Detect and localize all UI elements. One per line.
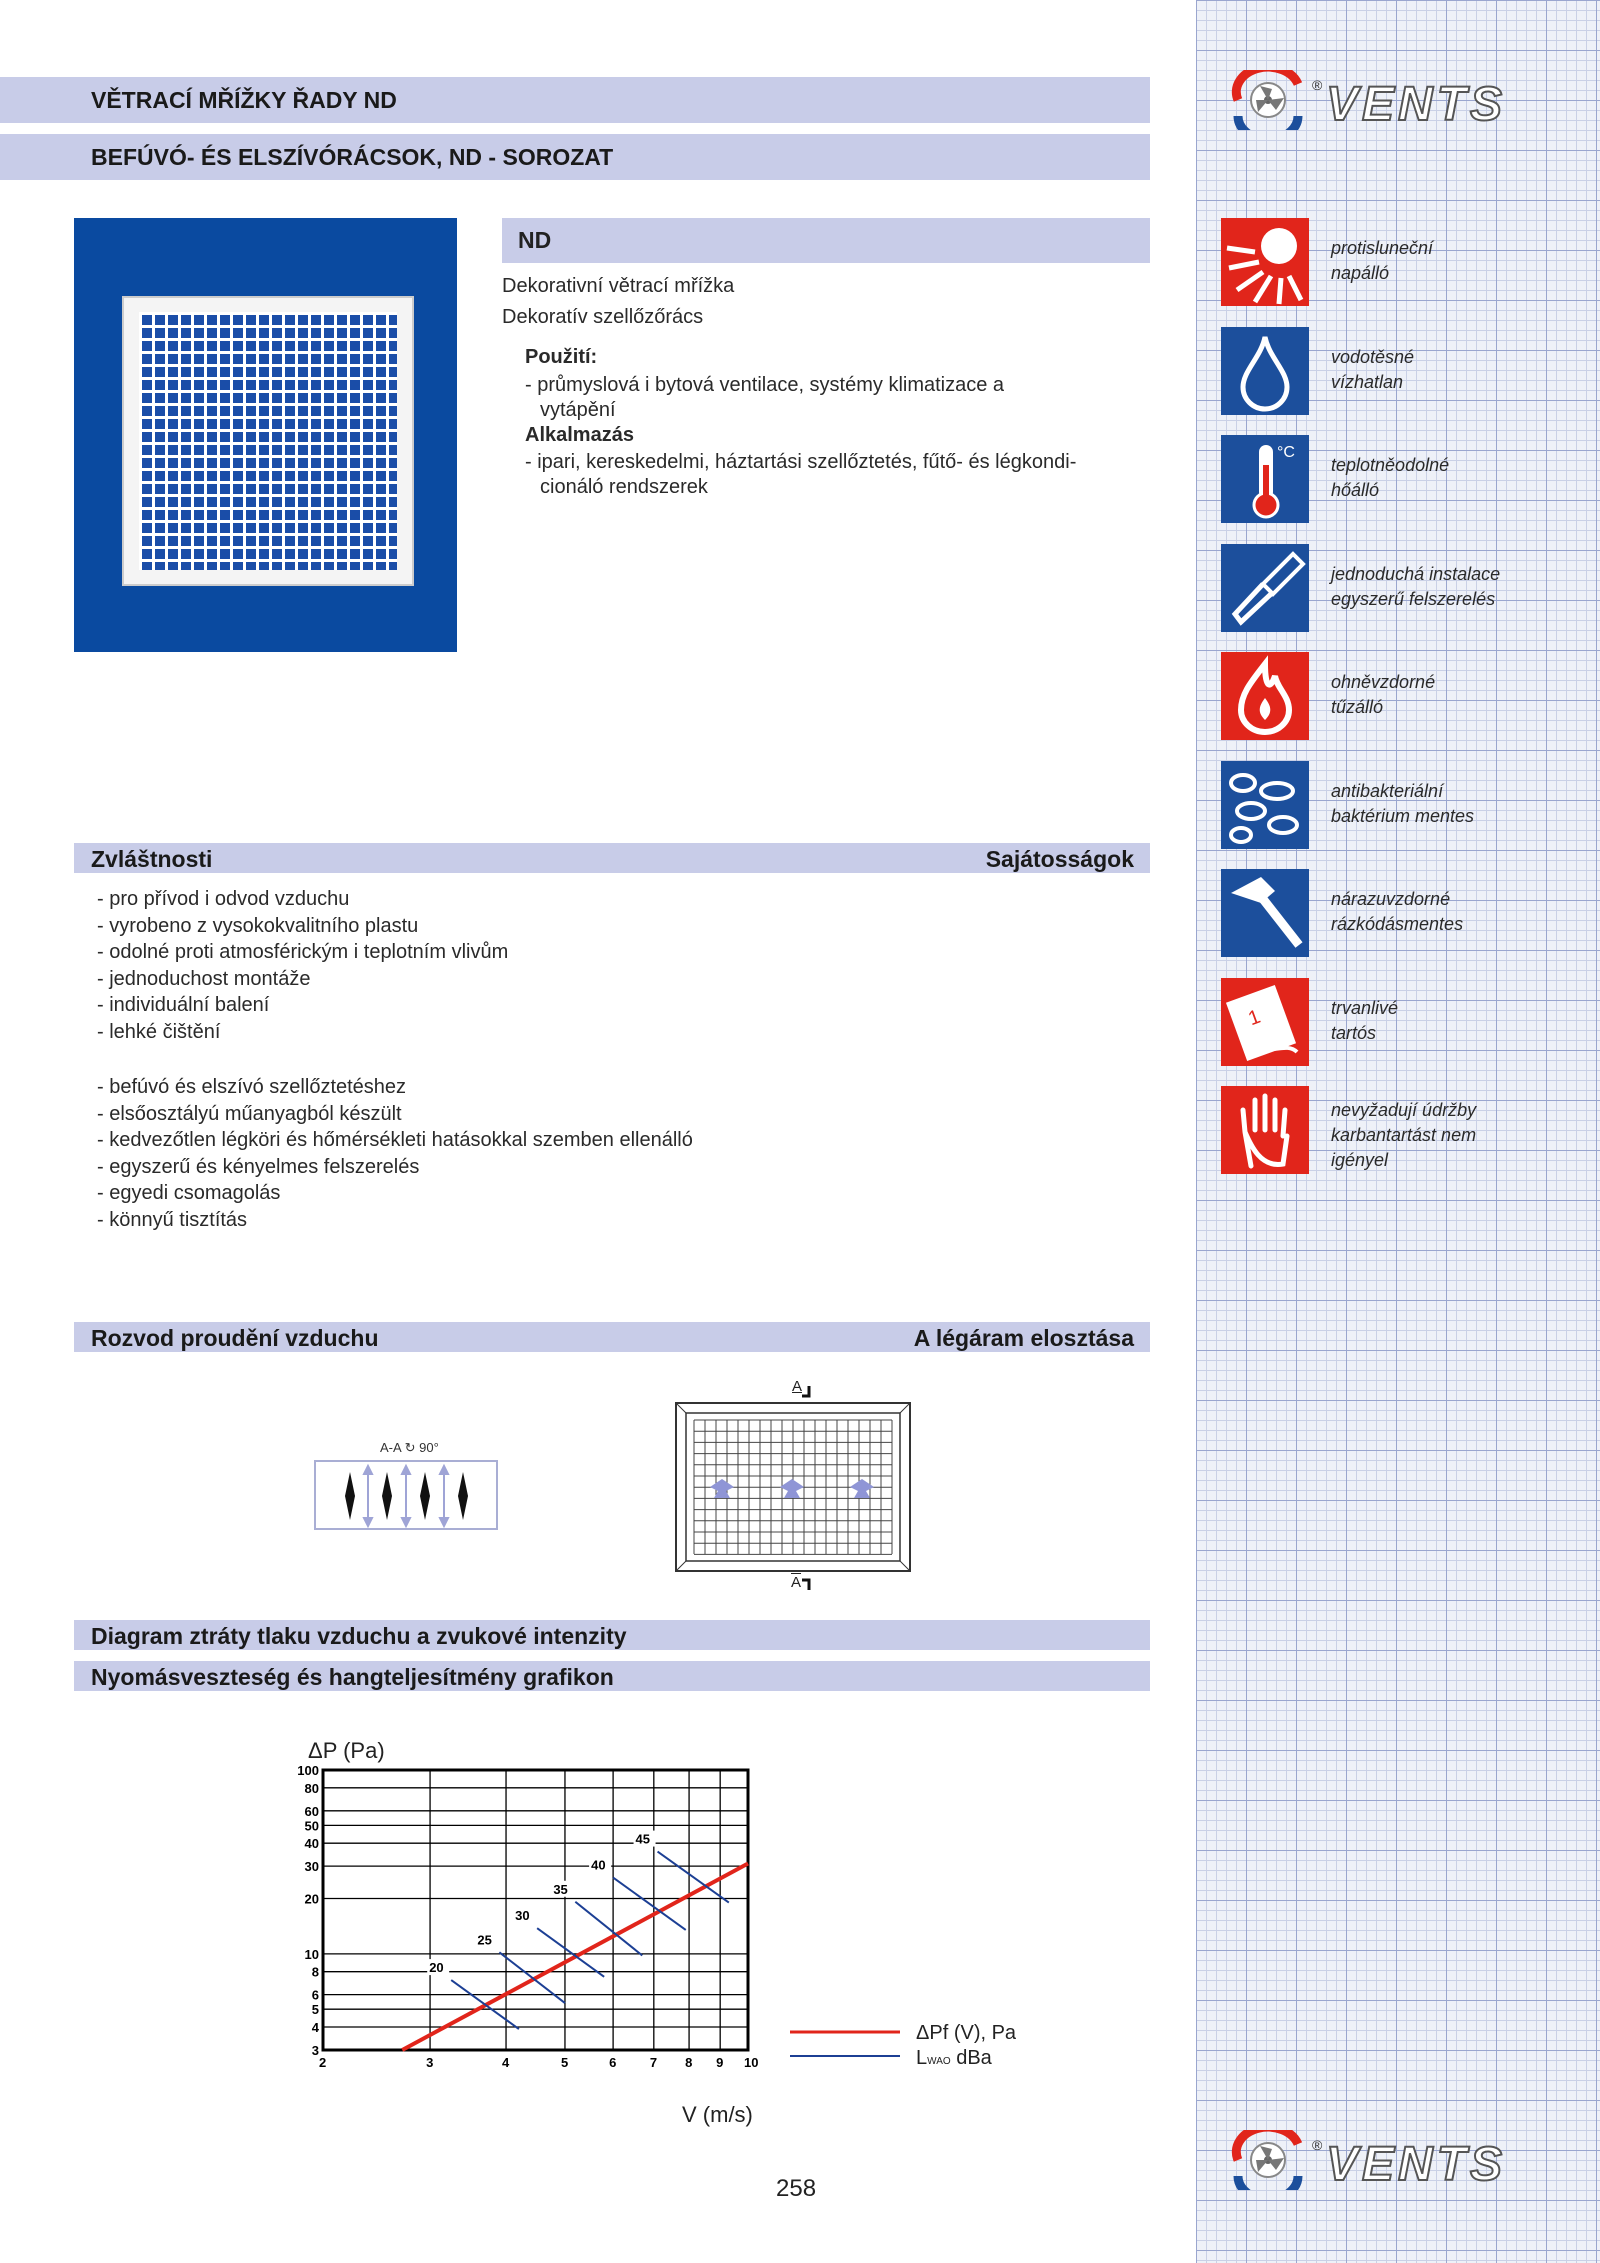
features-title-hu: Sajátosságok <box>985 846 1134 872</box>
noise-level-label: 45 <box>635 1831 651 1847</box>
plot-frame <box>323 1770 748 2050</box>
product-image <box>74 218 457 652</box>
noise-level-line <box>537 1928 604 1977</box>
list-item: - kedvezőtlen légköri és hőmérsékleti hatásokkal szemben ellenálló <box>97 1129 693 1152</box>
x-tick-label: 9 <box>716 2055 724 2070</box>
x-tick-label: 8 <box>685 2055 693 2070</box>
airflow-title-hu: A légáram elosztása <box>913 1325 1134 1351</box>
list-item: - individuální balení <box>97 994 270 1017</box>
diagram-bar-cz <box>74 1620 1150 1650</box>
list-item: - egyedi csomagolás <box>97 1182 281 1205</box>
legend-lw-label: LWAO dBa <box>916 2047 992 2069</box>
list-item: - pro přívod i odvod vzduchu <box>97 888 350 910</box>
icon-label <box>1331 779 1474 829</box>
airflow-bar <box>74 1322 1150 1352</box>
svg-text:°C: °C <box>1277 444 1295 461</box>
use-text-cz-2: vytápění <box>540 399 616 421</box>
y-tick-label: 10 <box>304 1946 319 1962</box>
icon-label <box>1331 887 1463 937</box>
page-title-cz: VĚTRACÍ MŘÍŽKY ŘADY ND <box>91 87 397 113</box>
airflow-title-cz: Rozvod proudění vzduchu <box>91 1325 379 1351</box>
fire-icon <box>1221 652 1309 740</box>
y-tick-label: 4 <box>311 2020 319 2036</box>
use-text-cz-1: - průmyslová i bytová ventilace, systémy klimatizace a <box>525 374 1005 396</box>
diagram-bar-hu <box>74 1661 1150 1691</box>
y-tick-label: 20 <box>304 1891 319 1907</box>
y-tick-label: 30 <box>304 1859 319 1875</box>
y-tick-label: 5 <box>311 2002 319 2018</box>
x-tick-label: 5 <box>560 2055 569 2070</box>
icon-label-line: tartós <box>1331 1022 1377 1043</box>
header-bar-cz <box>0 77 1150 123</box>
icon-label-line: egyszerű felszerelés <box>1331 588 1496 609</box>
noise-level-line <box>499 1952 565 2003</box>
list-item: - vyrobeno z vysokokvalitního plastu <box>97 914 419 937</box>
icon-label-line: karbantartást nem <box>1331 1125 1477 1145</box>
screwdriver-icon <box>1221 544 1309 632</box>
features-bar <box>74 843 1150 873</box>
hand-icon <box>1221 1086 1309 1174</box>
x-tick-label: 3 <box>426 2055 434 2070</box>
grille-front-svg <box>674 1378 914 1598</box>
y-tick-label: 50 <box>304 1818 319 1834</box>
list-item: - lehké čištění <box>97 1020 221 1043</box>
vents-logo-footer <box>1228 2130 1568 2190</box>
y-tick-label: 80 <box>304 1780 319 1796</box>
x-tick-label: 7 <box>649 2055 658 2070</box>
list-item: - elsőosztályú műanyagból készült <box>97 1102 402 1125</box>
icon-label-line: jednoduchá instalace <box>1331 563 1501 584</box>
chart-svg <box>280 1730 1040 2130</box>
registered-mark: ® <box>1312 77 1323 93</box>
diagram-title-hu: Nyomásveszteség és hangteljesítmény grafikon <box>91 1664 614 1690</box>
vents-logo <box>1228 70 1568 130</box>
thermometer-icon <box>1221 435 1309 523</box>
features-title-cz: Zvláštnosti <box>91 846 213 872</box>
icon-label <box>1331 996 1398 1046</box>
x-tick-label: 4 <box>502 2055 510 2070</box>
y-tick-label: 6 <box>311 1987 319 2003</box>
sun-icon <box>1221 218 1309 306</box>
features-list-hu <box>97 1074 693 1234</box>
icon-label <box>1331 670 1435 720</box>
header-bar-hu <box>0 134 1150 180</box>
x-tick-label: 10 <box>744 2055 759 2070</box>
icon-label-line: hőálló <box>1331 480 1380 500</box>
icon-label-line: igényel <box>1331 1150 1389 1170</box>
features-list-cz <box>97 886 508 1046</box>
list-item: - jednoduchost montáže <box>97 967 311 990</box>
list-item: - könnyű tisztítás <box>97 1208 248 1231</box>
x-axis-label: V (m/s) <box>682 2102 753 2127</box>
x-tick-label: 6 <box>609 2055 617 2070</box>
icon-label <box>1331 345 1414 395</box>
y-tick-label: 60 <box>304 1803 319 1819</box>
icon-label <box>1331 453 1449 503</box>
list-item: - befúvó és elszívó szellőztetéshez <box>97 1076 407 1098</box>
noise-level-line <box>451 1980 519 2029</box>
list-item: - egyszerű és kényelmes felszerelés <box>97 1155 420 1178</box>
water-drop-icon <box>1221 327 1309 415</box>
louver-section-svg <box>314 1460 498 1530</box>
icon-label-line: vodotěsné <box>1331 346 1415 367</box>
icon-label-line: antibakteriální <box>1331 780 1444 801</box>
noise-level-label: 30 <box>515 1908 530 1924</box>
x-tick-label: 2 <box>319 2055 327 2070</box>
rotate-icon: ↻ <box>404 1440 416 1455</box>
svg-text:®: ® <box>1312 2137 1323 2153</box>
icon-label <box>1331 1098 1476 1173</box>
product-desc-cz: Dekorativní větrací mřížka <box>502 275 735 297</box>
hammer-icon <box>1221 869 1309 957</box>
noise-level-label: 20 <box>429 1960 444 1976</box>
y-tick-label: 8 <box>311 1964 319 1980</box>
product-desc-hu: Dekoratív szellőzőrács <box>502 306 704 328</box>
page-number: 258 <box>776 2175 817 2202</box>
noise-level-label: 25 <box>477 1932 492 1948</box>
rotation-value: 90° <box>419 1440 439 1455</box>
grille-illustration <box>122 296 414 586</box>
cut-label-top: A <box>792 1378 803 1395</box>
icon-label-line: teplotněodolné <box>1331 455 1450 475</box>
noise-level-line <box>575 1902 642 1956</box>
icon-label-line: protisluneční <box>1331 238 1434 258</box>
use-heading-cz: Použití: <box>525 346 598 368</box>
diagram-title-cz: Diagram ztráty tlaku vzduchu a zvukové intenzity <box>91 1623 627 1649</box>
section-label: A-A <box>380 1440 401 1455</box>
calendar-icon <box>1221 978 1309 1066</box>
noise-level-label: 40 <box>591 1857 606 1873</box>
model-name: ND <box>518 227 552 253</box>
svg-text:1: 1 <box>1245 1005 1264 1030</box>
y-tick-label: 3 <box>311 2043 319 2058</box>
svg-text:VENTS: VENTS <box>1326 2138 1507 2190</box>
icon-label-line: napálló <box>1331 263 1390 283</box>
icon-label-line: vízhatlan <box>1331 371 1404 392</box>
brand-name: VENTS <box>1326 78 1507 130</box>
pressure-noise-chart <box>280 1730 1040 2130</box>
page-title-hu: BEFÚVÓ- ÉS ELSZÍVÓRÁCSOK, ND - SOROZAT <box>91 144 614 170</box>
icon-label-line: baktérium mentes <box>1331 805 1475 826</box>
use-text-hu-2: cionáló rendszerek <box>540 476 708 498</box>
icon-label-line: rázkódásmentes <box>1331 914 1464 934</box>
icon-label-line: tűzálló <box>1331 697 1384 717</box>
icon-label-line: nárazuvzdorné <box>1331 889 1451 909</box>
y-tick-label: 40 <box>304 1836 319 1852</box>
use-text-hu-1: - ipari, kereskedelmi, háztartási szellőztetés, fűtő- és légkondi- <box>525 451 1077 473</box>
grille-front-diagram <box>674 1378 914 1598</box>
icon-label-line: nevyžadují údržby <box>1331 1100 1477 1120</box>
icon-label-line: ohněvzdorné <box>1331 672 1436 692</box>
y-tick-label: 100 <box>297 1763 319 1778</box>
icon-label-line: trvanlivé <box>1331 997 1399 1018</box>
legend-pf-label: ΔPf (V), Pa <box>916 2022 1017 2044</box>
section-view-diagram <box>310 1438 510 1533</box>
cut-label-bottom: $\overline{A}$ <box>791 1574 802 1591</box>
icon-label <box>1331 562 1500 612</box>
model-bar <box>502 218 1150 263</box>
bacteria-icon <box>1221 761 1309 849</box>
y-axis-label: ΔP (Pa) <box>308 1738 385 1763</box>
use-heading-hu: Alkalmazás <box>525 424 634 446</box>
list-item: - odolné proti atmosférickým i teplotním vlivům <box>97 941 509 964</box>
icon-label <box>1331 236 1433 286</box>
noise-level-label: 35 <box>553 1881 568 1897</box>
